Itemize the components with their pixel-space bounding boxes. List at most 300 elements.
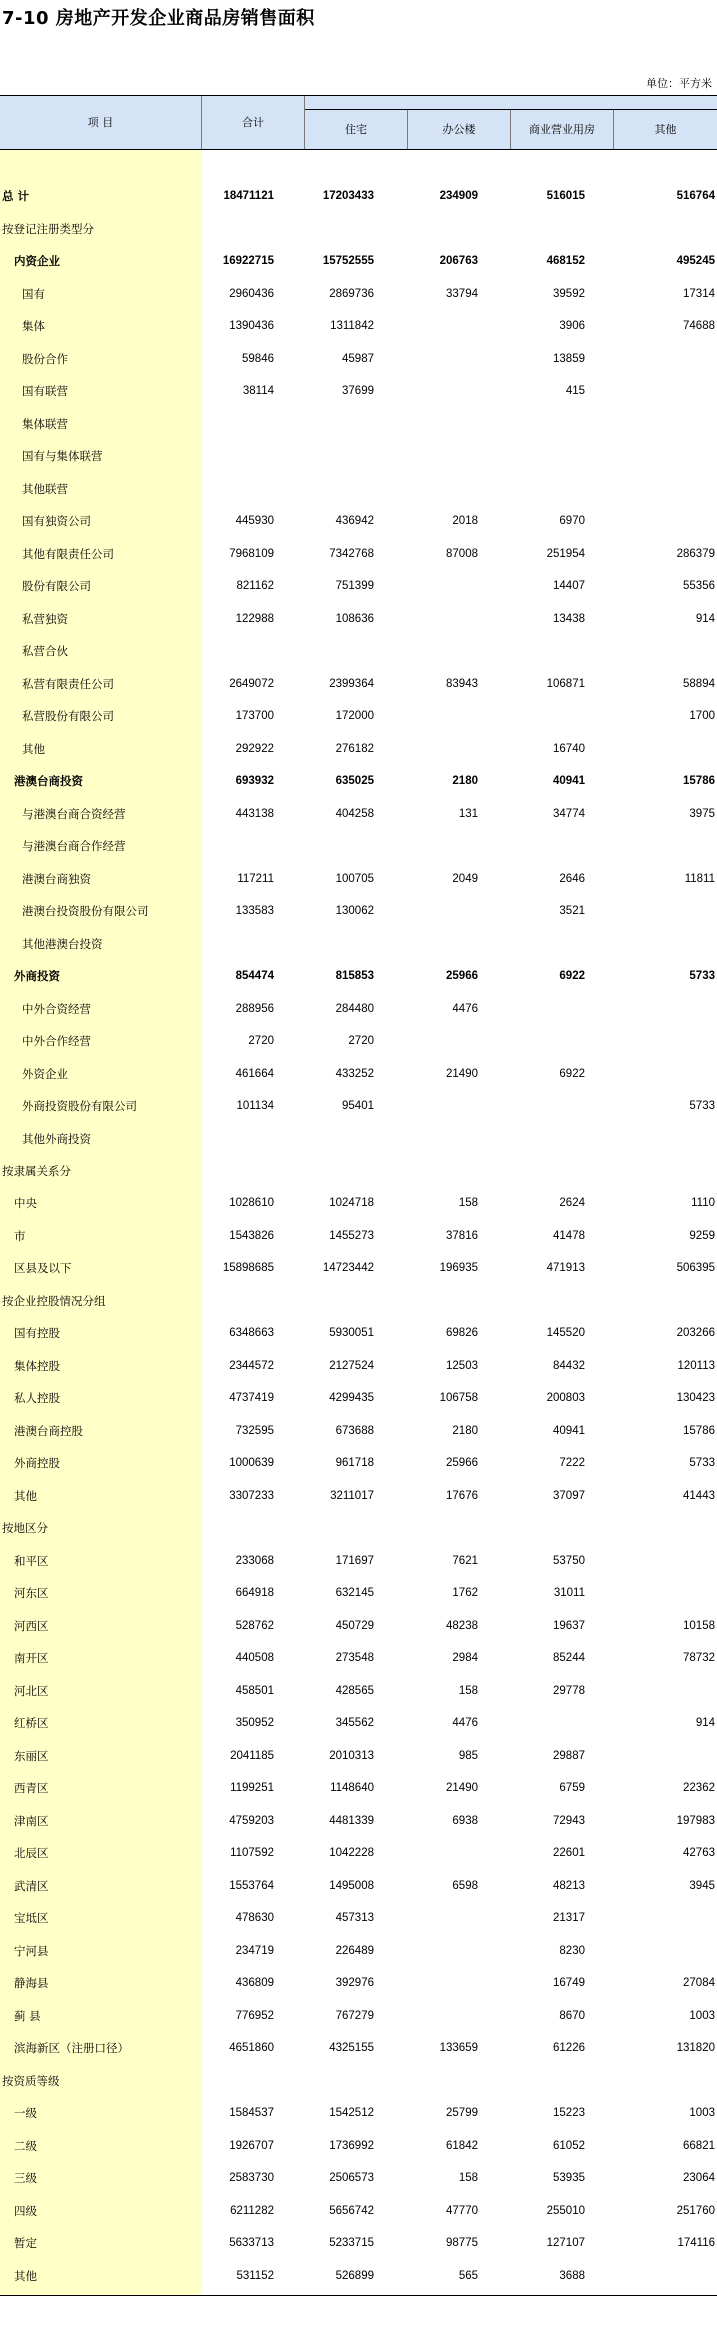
residential-cell: 404258: [335, 807, 374, 820]
other-cell: 1003: [689, 2009, 715, 2022]
total-cell: 234719: [235, 1944, 274, 1957]
residential-cell: 5233715: [329, 2237, 374, 2250]
table-row: [0, 1512, 717, 1544]
residential-cell: 4325155: [329, 2042, 374, 2055]
residential-cell: 635025: [335, 775, 374, 788]
other-cell: 5733: [689, 1457, 715, 1470]
residential-cell: [288, 407, 374, 439]
commercial-cell: 13859: [553, 352, 585, 365]
other-cell: 55356: [683, 580, 715, 593]
office-cell: 25966: [446, 970, 478, 983]
other-cell: [629, 895, 715, 927]
table-row: [0, 1642, 717, 1674]
office-cell: 565: [458, 2269, 478, 2282]
row-label: 中央: [14, 1196, 37, 1211]
other-cell: 130423: [676, 1392, 715, 1405]
office-cell: [392, 830, 478, 862]
residential-cell: 767279: [335, 2009, 374, 2022]
row-label: 股份合作: [22, 351, 68, 366]
office-cell: 21490: [446, 1067, 478, 1080]
total-cell: 528762: [235, 1619, 274, 1632]
other-cell: [629, 1675, 715, 1707]
table-row: [0, 765, 717, 797]
office-cell: [392, 1967, 478, 1999]
total-cell: [188, 212, 274, 244]
residential-cell: 815853: [335, 970, 374, 983]
office-cell: [392, 342, 478, 374]
row-label: 私营有限责任公司: [22, 676, 114, 691]
commercial-cell: [499, 992, 585, 1024]
office-cell: 6938: [452, 1814, 478, 1827]
other-cell: 78732: [683, 1652, 715, 1665]
commercial-cell: 8670: [559, 2009, 585, 2022]
table-row: [0, 895, 717, 927]
commercial-cell: 14407: [553, 580, 585, 593]
residential-cell: 171697: [335, 1554, 374, 1567]
commercial-cell: [499, 212, 585, 244]
residential-cell: 1024718: [329, 1197, 374, 1210]
residential-cell: [288, 1512, 374, 1544]
total-cell: 3307233: [229, 1489, 274, 1502]
residential-cell: [288, 2065, 374, 2097]
total-cell: 821162: [236, 580, 274, 593]
header-item: 项 目: [0, 95, 202, 149]
other-cell: 3975: [689, 807, 715, 820]
other-cell: 174116: [677, 2237, 715, 2250]
row-label: 内资企业: [14, 254, 60, 269]
commercial-cell: [499, 1122, 585, 1154]
table-row: [0, 2162, 717, 2194]
commercial-cell: 34774: [553, 807, 585, 820]
table-row: [0, 537, 717, 569]
office-cell: 158: [458, 1197, 478, 1210]
other-cell: 42763: [683, 1847, 715, 1860]
office-cell: 133659: [439, 2042, 478, 2055]
total-cell: 133583: [235, 905, 274, 918]
office-cell: 87008: [446, 547, 478, 560]
row-label: 市: [14, 1228, 26, 1243]
office-cell: [392, 1285, 478, 1317]
office-cell: [392, 1155, 478, 1187]
commercial-cell: 8230: [559, 1944, 585, 1957]
commercial-cell: 106871: [546, 677, 585, 690]
residential-cell: [288, 212, 374, 244]
residential-cell: 37699: [342, 385, 374, 398]
office-cell: 2984: [452, 1652, 478, 1665]
residential-cell: 392976: [335, 1977, 374, 1990]
other-cell: 286379: [676, 547, 715, 560]
row-label: 港澳台商独资: [22, 871, 91, 886]
row-label: 其他有限责任公司: [22, 546, 114, 561]
row-label: 二级: [14, 2138, 37, 2153]
office-cell: 83943: [446, 677, 478, 690]
commercial-cell: 48213: [553, 1879, 585, 1892]
row-label: 四级: [14, 2203, 37, 2218]
residential-cell: [288, 1122, 374, 1154]
row-label: 其他: [22, 741, 45, 756]
commercial-cell: [499, 1090, 585, 1122]
office-cell: 206763: [439, 255, 478, 268]
commercial-cell: 2624: [559, 1197, 585, 1210]
row-label: 港澳台商控股: [14, 1423, 83, 1438]
total-cell: 2041185: [230, 1749, 274, 1762]
table-row: [0, 992, 717, 1024]
commercial-cell: [499, 1512, 585, 1544]
residential-cell: 15752555: [322, 255, 374, 268]
table-row: [0, 1902, 717, 1934]
other-cell: 66821: [683, 2139, 715, 2152]
row-label: 按隶属关系分: [2, 1164, 71, 1178]
office-cell: 158: [458, 2172, 478, 2185]
office-cell: 17676: [446, 1489, 478, 1502]
commercial-cell: 3521: [559, 905, 585, 918]
row-label: 宝坻区: [14, 1911, 49, 1926]
residential-cell: [288, 927, 374, 959]
residential-cell: 632145: [335, 1587, 374, 1600]
office-cell: [392, 1090, 478, 1122]
header-office: 办公楼: [408, 109, 511, 149]
residential-cell: 2869736: [329, 287, 374, 300]
row-label: 武清区: [14, 1878, 49, 1893]
total-cell: 2960436: [229, 287, 274, 300]
other-cell: [629, 1935, 715, 1967]
row-label: 三级: [14, 2171, 37, 2186]
table-row: [0, 602, 717, 634]
commercial-cell: 22601: [553, 1847, 585, 1860]
commercial-cell: 85244: [553, 1652, 585, 1665]
total-cell: [188, 830, 274, 862]
table-row: [0, 1837, 717, 1869]
office-cell: 47770: [446, 2204, 478, 2217]
other-cell: 516764: [676, 190, 715, 203]
table-row: [0, 1707, 717, 1739]
table-row: [0, 1870, 717, 1902]
residential-cell: 108636: [335, 612, 374, 625]
row-label: 其他联营: [22, 481, 68, 496]
row-label: 和平区: [14, 1553, 49, 1568]
table-row: [0, 440, 717, 472]
row-label: 中外合资经营: [22, 1001, 91, 1016]
table-row: [0, 2195, 717, 2227]
total-cell: [188, 1122, 274, 1154]
total-cell: 461664: [235, 1067, 274, 1080]
table-row: [0, 797, 717, 829]
commercial-cell: 16740: [553, 742, 585, 755]
other-cell: 27084: [683, 1977, 715, 1990]
row-label: 国有联营: [22, 384, 68, 399]
row-label: 私营独资: [22, 611, 68, 626]
commercial-cell: [499, 1155, 585, 1187]
residential-cell: 5930051: [329, 1327, 374, 1340]
office-cell: 61842: [446, 2139, 478, 2152]
other-cell: [629, 992, 715, 1024]
residential-cell: 345562: [335, 1717, 374, 1730]
commercial-cell: [499, 927, 585, 959]
table-row: [0, 505, 717, 537]
total-cell: 458501: [235, 1684, 274, 1697]
table-row: [0, 1220, 717, 1252]
office-cell: [392, 472, 478, 504]
other-cell: [629, 732, 715, 764]
table-row: [0, 1252, 717, 1284]
commercial-cell: 3906: [559, 320, 585, 333]
office-cell: 69826: [446, 1327, 478, 1340]
row-label: 港澳台投资股份有限公司: [22, 904, 149, 919]
row-label: 私人控股: [14, 1391, 60, 1406]
row-label: 静海县: [14, 1976, 49, 1991]
total-cell: 1553764: [229, 1879, 274, 1892]
other-cell: 3945: [689, 1879, 715, 1892]
row-label: 外资企业: [22, 1066, 68, 1081]
residential-cell: 95401: [342, 1100, 374, 1113]
other-cell: [629, 927, 715, 959]
residential-cell: 436942: [335, 515, 374, 528]
other-cell: 74688: [683, 320, 715, 333]
table-row: [0, 1415, 717, 1447]
table-row: [0, 1805, 717, 1837]
residential-cell: 284480: [335, 1002, 374, 1015]
residential-cell: 1455273: [329, 1229, 374, 1242]
total-cell: 2649072: [229, 677, 274, 690]
total-cell: [188, 1285, 274, 1317]
office-cell: [392, 1935, 478, 1967]
residential-cell: 1542512: [329, 2107, 374, 2120]
residential-cell: 14723442: [322, 1262, 374, 1275]
residential-cell: 17203433: [322, 190, 374, 203]
table-row: [0, 277, 717, 309]
commercial-cell: 415: [565, 385, 585, 398]
other-cell: 5733: [689, 1100, 715, 1113]
row-label: 滨海新区（注册口径）: [14, 2041, 129, 2056]
total-cell: 478630: [235, 1912, 274, 1925]
commercial-cell: [499, 407, 585, 439]
residential-cell: 172000: [335, 710, 374, 723]
total-cell: [188, 2065, 274, 2097]
total-cell: 693932: [235, 775, 274, 788]
office-cell: [392, 570, 478, 602]
table-row: [0, 342, 717, 374]
table-row: [0, 310, 717, 342]
table-row: [0, 2130, 717, 2162]
office-cell: [392, 2065, 478, 2097]
commercial-cell: 6922: [559, 970, 585, 983]
other-cell: 197983: [676, 1814, 715, 1827]
table-row: [0, 927, 717, 959]
other-cell: 120113: [677, 1359, 715, 1372]
residential-cell: 2127524: [329, 1359, 374, 1372]
residential-cell: 4481339: [329, 1814, 374, 1827]
row-label: 红桥区: [14, 1716, 49, 1731]
office-cell: 6598: [452, 1879, 478, 1892]
total-cell: 440508: [235, 1652, 274, 1665]
commercial-cell: 39592: [553, 287, 585, 300]
other-cell: [629, 1155, 715, 1187]
office-cell: 2180: [452, 1424, 478, 1437]
commercial-cell: [499, 1285, 585, 1317]
header-bottom-border: [0, 149, 717, 150]
other-cell: [629, 440, 715, 472]
table-row: [0, 1545, 717, 1577]
table-row: [0, 1317, 717, 1349]
table-row: [0, 2097, 717, 2129]
total-cell: 2720: [248, 1035, 274, 1048]
table-row: [0, 2227, 717, 2259]
office-cell: 37816: [446, 1229, 478, 1242]
commercial-cell: 145520: [546, 1327, 585, 1340]
other-cell: 11811: [684, 872, 715, 885]
row-label: 总 计: [2, 189, 30, 204]
commercial-cell: 7222: [559, 1457, 585, 1470]
residential-cell: 45987: [342, 352, 374, 365]
office-cell: [392, 310, 478, 342]
total-cell: 7968109: [229, 547, 274, 560]
total-cell: 664918: [235, 1587, 274, 1600]
table-row: [0, 2000, 717, 2032]
row-label: 外商投资股份有限公司: [22, 1099, 137, 1114]
table-row: [0, 1935, 717, 1967]
other-cell: 58894: [683, 677, 715, 690]
commercial-cell: 16749: [553, 1977, 585, 1990]
table-row: [0, 1967, 717, 1999]
commercial-cell: 31011: [553, 1587, 585, 1600]
commercial-cell: 516015: [546, 190, 585, 203]
table-row: [0, 1772, 717, 1804]
commercial-cell: 61052: [553, 2139, 585, 2152]
commercial-cell: 61226: [553, 2042, 585, 2055]
other-cell: [629, 505, 715, 537]
other-cell: [629, 212, 715, 244]
other-cell: 1110: [691, 1197, 715, 1210]
total-cell: [188, 927, 274, 959]
total-cell: [188, 472, 274, 504]
total-cell: 436809: [235, 1977, 274, 1990]
commercial-cell: 6970: [559, 515, 585, 528]
office-cell: [392, 1837, 478, 1869]
office-cell: [392, 732, 478, 764]
office-cell: 25966: [446, 1457, 478, 1470]
other-cell: 10158: [683, 1619, 715, 1632]
other-cell: 1700: [689, 710, 715, 723]
row-label: 私营合伙: [22, 644, 68, 659]
total-cell: 2344572: [229, 1359, 274, 1372]
office-cell: [392, 2000, 478, 2032]
row-label: 按资质等级: [2, 2073, 60, 2088]
other-cell: 914: [695, 612, 715, 625]
commercial-cell: 29887: [553, 1749, 585, 1762]
residential-cell: 3211017: [330, 1489, 374, 1502]
total-cell: 1584537: [229, 2107, 274, 2120]
residential-cell: [288, 440, 374, 472]
other-cell: 203266: [676, 1327, 715, 1340]
other-cell: 17314: [683, 287, 715, 300]
table-row: [0, 180, 717, 212]
residential-cell: [288, 830, 374, 862]
commercial-cell: 3688: [559, 2269, 585, 2282]
other-cell: [629, 375, 715, 407]
residential-cell: 100705: [335, 872, 374, 885]
row-label: 中外合作经营: [22, 1034, 91, 1049]
total-cell: 18471121: [223, 190, 274, 203]
row-label: 按企业控股情况分组: [2, 1293, 106, 1308]
other-cell: [629, 342, 715, 374]
commercial-cell: 6759: [559, 1782, 585, 1795]
total-cell: 233068: [235, 1554, 274, 1567]
row-label: 其他: [14, 1488, 37, 1503]
residential-cell: 1042228: [329, 1847, 374, 1860]
office-cell: [392, 1902, 478, 1934]
total-cell: 15898685: [222, 1262, 274, 1275]
row-label: 其他港澳台投资: [22, 936, 103, 951]
header-commercial: 商业营业用房: [511, 109, 614, 149]
other-cell: [629, 1285, 715, 1317]
table-row: [0, 1057, 717, 1089]
office-cell: 25799: [446, 2107, 478, 2120]
commercial-cell: [499, 472, 585, 504]
other-cell: [629, 1025, 715, 1057]
commercial-cell: 21317: [553, 1912, 585, 1925]
other-cell: [629, 2065, 715, 2097]
other-cell: 41443: [683, 1489, 715, 1502]
residential-cell: [288, 472, 374, 504]
residential-cell: 2010313: [329, 1749, 374, 1762]
residential-cell: 673688: [335, 1424, 374, 1437]
office-cell: [392, 927, 478, 959]
row-label: 私营股份有限公司: [22, 709, 114, 724]
residential-cell: 1148640: [330, 1782, 374, 1795]
row-label: 集体控股: [14, 1358, 60, 1373]
table-row: [0, 1447, 717, 1479]
table-row: [0, 2260, 717, 2292]
table-header: [0, 95, 717, 149]
office-cell: 985: [458, 1749, 478, 1762]
table-row: [0, 667, 717, 699]
table-row: [0, 1610, 717, 1642]
row-label: 河东区: [14, 1586, 49, 1601]
residential-cell: 457313: [335, 1912, 374, 1925]
commercial-cell: 84432: [553, 1359, 585, 1372]
total-cell: 1199251: [230, 1782, 274, 1795]
total-cell: [188, 1512, 274, 1544]
commercial-cell: 255010: [546, 2204, 585, 2217]
other-cell: [629, 635, 715, 667]
row-label: 其他: [14, 2268, 37, 2283]
row-label: 与港澳台商合资经营: [22, 806, 126, 821]
commercial-cell: 6922: [559, 1067, 585, 1080]
header-top-strip: [305, 95, 717, 109]
row-label: 一级: [14, 2106, 37, 2121]
total-cell: 1390436: [229, 320, 274, 333]
table-row: [0, 1740, 717, 1772]
total-cell: 6348663: [229, 1327, 274, 1340]
office-cell: 131: [458, 807, 478, 820]
header-residential: 住宅: [305, 109, 408, 149]
residential-cell: 273548: [335, 1652, 374, 1665]
commercial-cell: 72943: [553, 1814, 585, 1827]
total-cell: 122988: [235, 612, 274, 625]
total-cell: 531152: [236, 2269, 274, 2282]
total-cell: [188, 440, 274, 472]
office-cell: 196935: [439, 1262, 478, 1275]
residential-cell: 130062: [335, 905, 374, 918]
total-cell: 101134: [236, 1100, 274, 1113]
row-label: 西青区: [14, 1781, 49, 1796]
office-cell: 106758: [439, 1392, 478, 1405]
header-total: 合计: [202, 95, 305, 149]
commercial-cell: 40941: [553, 775, 585, 788]
office-cell: 1762: [452, 1587, 478, 1600]
table-row: [0, 1577, 717, 1609]
row-label: 按登记注册类型分: [2, 221, 94, 236]
